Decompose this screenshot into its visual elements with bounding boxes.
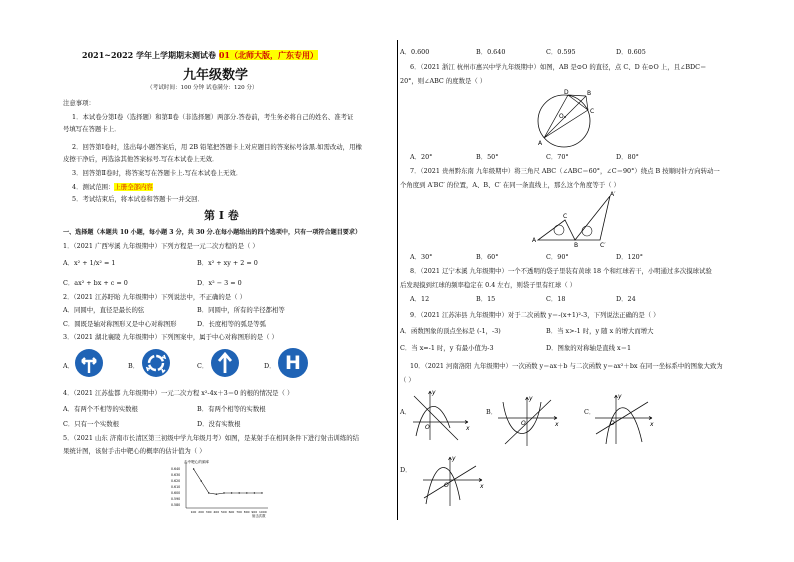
q6-stem-a: 6．（2021 浙江 杭州市惠兴中学九年级期中）如图，AB 是⊙O 的直径，点 C、D 在⊙O 上，且∠BDC＝: [410, 63, 707, 71]
q6-label-d: D: [564, 89, 569, 96]
chart-point: [239, 492, 240, 493]
chart-point: [193, 468, 194, 469]
q10-b-origin: O: [521, 420, 526, 427]
chart-point: [246, 492, 247, 493]
q4-option-a: A．有两个不相等的实数根: [63, 405, 138, 413]
q1-stem: 1．（2021 广西岑溪 九年级期中）下列方程是一元二次方程的是（ ）: [63, 242, 259, 250]
chart-point: [261, 492, 262, 493]
chart-x-label: 射击次数: [252, 514, 266, 518]
chart-point: [254, 492, 255, 493]
chart-y-tick: 0.640: [171, 467, 181, 472]
q10-d-x: x: [480, 483, 484, 490]
exam-info: （考试时间：100 分钟 试卷满分：120 分）: [147, 85, 258, 91]
q9-stem: 9．（2021 江苏沛县 九年级期中）对于二次函数 y＝-(x+1)²-3，下列说法正确的是（ ）: [410, 311, 660, 319]
q7-stem-a: 7．（2021 贵州黔东南 九年级期中）将三角尺 ABC（∠ABC＝60°，∠C＝90°）绕点 B 按顺时针方向转动一: [410, 167, 720, 175]
chart-point: [231, 492, 232, 493]
q6-circle-figure: [528, 88, 602, 152]
q6-label-o: O: [559, 113, 564, 120]
chart-title: 击中靶心的频率: [184, 460, 210, 464]
q1-option-a: A．x² + 1/x² = 1: [63, 259, 116, 267]
q10-graph-b: [495, 394, 561, 448]
q10-option-b: B．: [486, 408, 498, 416]
q2-option-c: C．圆既是轴对称图形又是中心对称图形: [63, 320, 177, 328]
chart-x-tick: 500: [221, 510, 227, 514]
q10-stem-b: （ ）: [400, 376, 415, 384]
notice-line-5: 3．回答第Ⅱ卷时，将答案写在答题卡上.写在本试卷上无效．: [72, 169, 243, 177]
q6-stem-b: 20°，则∠ABC 的度数是（ ）: [400, 77, 487, 85]
q9-option-d: D．图象的对称轴是直线 x＝1: [546, 344, 632, 352]
q9-option-a: A．函数图象的顶点坐标是 (-1，-3): [400, 327, 501, 335]
section-instr-a: 一、选择题（本题共 10 小题，每小题 3 分，共 30 分.在每小题给出的四个选项中，: [63, 229, 295, 236]
q4-stem: 4．（2021 江苏盐都 九年级期中）一元二次方程 x²-4x＋3＝0 的根的情况是（ ）: [63, 389, 294, 397]
q6-label-a: A: [538, 140, 543, 147]
q9-option-b: B．当 x>-1 时，y 随 x 的增大而增大: [546, 327, 654, 335]
q5-option-b: B．0.640: [476, 48, 506, 56]
section-instr-b: 只有一项符合题目要求）: [294, 229, 362, 236]
q8-stem-b: 后发现摸到红球的频率稳定在 0.4 左右，则袋子里有红球（ ）: [400, 281, 577, 289]
chart-x-tick: 900: [251, 510, 258, 514]
q5-frequency-chart: [164, 458, 272, 520]
notice-scope-label: 4．测试范围：: [72, 183, 115, 191]
q5-option-c: C．0.595: [546, 48, 576, 56]
chart-x-tick: 300: [205, 510, 212, 514]
q10-d-y: y: [452, 455, 456, 462]
chart-x-tick: 1000: [259, 510, 267, 514]
chart-y-tick: 0.590: [171, 497, 181, 502]
q10-a-x: x: [466, 425, 470, 432]
notice-line-6: [72, 183, 153, 191]
q10-c-origin: O: [610, 420, 615, 427]
q7-option-b: B．60°: [476, 253, 499, 261]
q10-b-x: x: [555, 421, 559, 428]
q10-c-y: y: [618, 393, 622, 400]
q7-stem-b: 个角度到 A′BC′ 的位置，A、B、C′ 在同一条直线上，那么这个角度等于（ ）: [400, 181, 620, 189]
q3-option-d: D．: [264, 362, 276, 370]
notice-line-3: 2．回答第Ⅰ卷时，选出每小题答案后，用 2B 铅笔把答题卡上对应题目的答案标号涂黑.如需改动，用橡: [72, 143, 362, 151]
q7-label-c: C: [563, 213, 568, 220]
notice-heading: 注意事项：: [63, 99, 95, 107]
chart-x-tick: 700: [236, 510, 242, 514]
q5-option-a: A．0.600: [400, 48, 430, 56]
q10-graph-d: [420, 454, 486, 510]
roundabout-sign-icon: [141, 348, 171, 378]
chart-y-tick: 0.610: [171, 485, 181, 490]
q1-option-d: D．x² − 3 = 0: [197, 279, 242, 287]
chart-y-tick: 0.580: [171, 503, 181, 508]
q4-option-c: C．只有一个实数根: [63, 420, 120, 428]
q10-stem-a: 10．（2021 河南洛阳 九年级期中）一次函数 y＝ax＋b 与二次函数 y＝ax²＋bx 在同一坐标系中的图象大致为: [410, 362, 723, 370]
q7-label-b: B: [574, 242, 579, 248]
q10-option-d: D．: [400, 466, 412, 474]
q10-a-origin: O: [425, 424, 430, 431]
hospital-sign-icon: H: [278, 348, 308, 378]
q2-stem: 2．（2021 江苏盱眙 九年级期中）下列说法中，不正确的是（ ）: [63, 293, 246, 301]
q6-option-c: C．70°: [546, 153, 569, 161]
chart-point: [208, 492, 209, 493]
q8-option-a: A．12: [410, 295, 430, 303]
q6-option-a: A．20°: [410, 153, 433, 161]
q3-option-a: A．: [63, 362, 75, 370]
chart-axes: [186, 462, 268, 508]
q2-option-a: A．同圆中，直径是最长的弦: [63, 306, 145, 314]
notice-line-1: 1．本试卷分第Ⅰ卷（选择题）和第Ⅱ卷（非选择题）两部分.答卷前，考生务必将自己的姓名、准考证: [72, 113, 354, 121]
q7-label-a-prime: A′: [610, 191, 616, 198]
q7-label-c-prime: C′: [600, 242, 606, 248]
q7-option-a: A．30°: [410, 253, 433, 261]
q5-option-d: D．0.605: [616, 48, 646, 56]
chart-y-tick: 0.630: [171, 473, 181, 478]
q10-option-a: A．: [400, 408, 412, 416]
exam-title: [82, 50, 318, 61]
turn-left-right-sign-icon: [74, 348, 104, 378]
q3-stem: 3．（2021 湖北襄陵 九年级期中）下列图案中，属于中心对称图形的是（ ）: [63, 333, 278, 341]
section-title: 第 Ⅰ 卷: [204, 209, 239, 222]
straight-arrow-sign-icon: [210, 348, 240, 378]
q4-option-b: B．有两个相等的实数根: [197, 405, 266, 413]
chart-x-tick: 800: [243, 510, 250, 514]
q10-d-origin: O: [444, 482, 449, 489]
q10-c-x: x: [650, 421, 654, 428]
notice-line-7: 5．考试结束后，将本试卷和答题卡一并交回．: [72, 195, 204, 203]
section-instructions: [63, 229, 361, 237]
notice-scope-value: 上册全部内容: [114, 183, 153, 191]
q10-graph-c: [592, 392, 656, 448]
q7-option-d: D．120°: [616, 253, 643, 261]
chart-x-tick: 100: [190, 510, 197, 514]
notice-line-2: 号填写在答题卡上．: [63, 125, 121, 133]
q6-option-d: D．80°: [616, 153, 639, 161]
q2-option-b: B．同圆中，所有的半径都相等: [197, 306, 285, 314]
q8-stem-a: 8．（2021 辽宁本溪 九年级期中）一个不透明的袋子里装有黄球 18 个和红球若干，小明通过多次摸球试验: [410, 267, 712, 275]
q2-option-d: D．长度相等的弧是等弧: [197, 320, 267, 328]
q10-b-y: y: [529, 395, 533, 402]
q7-option-c: C．90°: [546, 253, 569, 261]
chart-point: [223, 492, 224, 493]
exam-title-edition: 01（北师大版，广东专用）: [218, 50, 318, 60]
q8-option-c: C．18: [546, 295, 566, 303]
chart-x-tick: 600: [228, 510, 235, 514]
q9-option-c: C．当 x=-1 时，y 有最小值为-3: [400, 344, 494, 352]
chart-y-tick: 0.620: [171, 479, 181, 484]
chart-point: [216, 494, 217, 495]
q6-option-b: B．50°: [476, 153, 499, 161]
notice-line-4: 皮擦干净后，再选涂其他答案标号.写在本试卷上无效．: [63, 155, 219, 163]
chart-series-line: [194, 469, 262, 494]
q7-triangle-figure: [530, 190, 620, 248]
q10-a-y: y: [432, 389, 436, 396]
q3-option-b: B．: [128, 362, 140, 370]
chart-point: [201, 480, 202, 481]
subject-title: 九年级数学: [183, 68, 249, 83]
q4-option-d: D．没有实数根: [197, 420, 241, 428]
q6-label-b: B: [587, 90, 592, 97]
q10-option-c: C．: [584, 408, 596, 416]
chart-y-tick: 0.600: [171, 491, 181, 496]
chart-x-tick: 400: [213, 510, 220, 514]
q1-option-b: B．x² + xy + 2 = 0: [197, 259, 258, 267]
exam-title-main: 2021~2022 学年上学期期末测试卷: [82, 50, 217, 60]
q8-option-b: B．15: [476, 295, 496, 303]
q6-label-c: C: [590, 108, 595, 115]
column-divider: [397, 40, 398, 520]
q3-option-c: C．: [197, 362, 209, 370]
q10-graph-a: [410, 388, 472, 444]
q5-stem-b: 果统计图，该射手击中靶心的概率的估计值为（ ）: [63, 447, 206, 455]
q5-stem-a: 5．（2021 山东 济南市长清区第三初级中学九年级月考）如图，是某射手在相同条件下进行射击训练的结: [63, 434, 359, 442]
q7-label-a: A: [532, 237, 537, 244]
q1-option-c: C．ax² + bx + c = 0: [63, 279, 128, 287]
q8-option-d: D．24: [616, 295, 636, 303]
chart-x-tick: 200: [198, 510, 204, 514]
